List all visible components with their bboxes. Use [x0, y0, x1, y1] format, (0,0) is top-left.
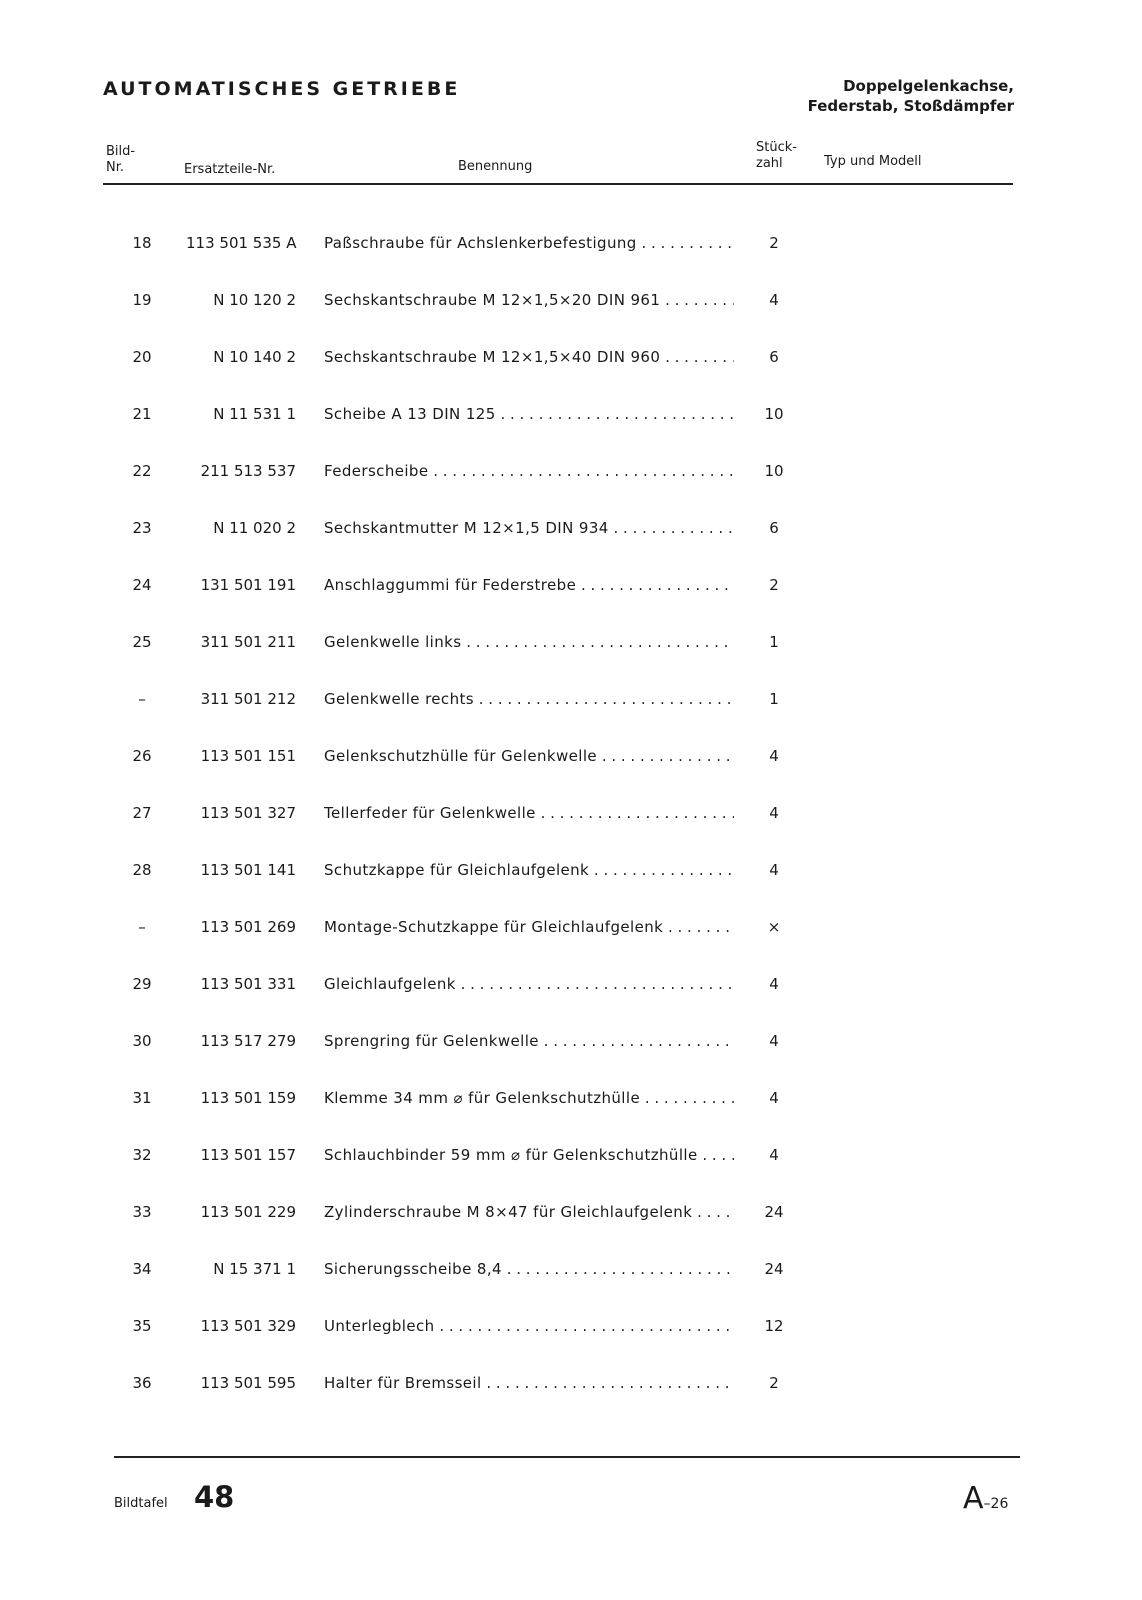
part-number-cell: 113 501 157	[200, 1146, 296, 1164]
bild-nr-cell: 26	[132, 747, 152, 765]
subtitle-line-1: Doppelgelenkachse,	[843, 77, 1014, 95]
bild-nr-cell: 22	[132, 462, 152, 480]
bild-nr-cell: 30	[132, 1032, 152, 1050]
bild-nr-cell: 25	[132, 633, 152, 651]
bild-nr-cell: –	[138, 690, 146, 708]
description-cell: Klemme 34 mm ⌀ für Gelenkschutzhülle . . .	[324, 1089, 734, 1107]
table-row	[0, 633, 1142, 690]
part-number-cell: 211 513 537	[200, 462, 296, 480]
table-row	[0, 1032, 1142, 1089]
description-cell: Sprengring für Gelenkwelle . . .	[324, 1032, 734, 1050]
description-cell: Paßschraube für Achslenkerbefestigung . . .	[324, 234, 734, 252]
quantity-cell: 10	[764, 462, 784, 480]
description-cell: Anschlaggummi für Federstrebe . . .	[324, 576, 734, 594]
table-row	[0, 405, 1142, 462]
column-header-bild-nr-line2: Nr.	[106, 160, 125, 175]
table-row	[0, 1146, 1142, 1203]
part-number-cell: 113 501 595	[200, 1374, 296, 1392]
description-cell: Gleichlaufgelenk . . .	[324, 975, 734, 993]
table-row	[0, 1374, 1142, 1431]
quantity-cell: 2	[769, 576, 779, 594]
column-header-description: Benennung	[458, 159, 533, 174]
bild-nr-cell: 24	[132, 576, 152, 594]
table-row	[0, 1260, 1142, 1317]
description-cell: Unterlegblech . . .	[324, 1317, 734, 1335]
part-number-cell: 311 501 212	[200, 690, 296, 708]
table-row	[0, 1317, 1142, 1374]
table-row	[0, 291, 1142, 348]
page-number-digits: –26	[983, 1496, 1009, 1512]
description-cell: Sechskantschraube M 12×1,5×20 DIN 961 . . .	[324, 291, 734, 309]
column-header-quantity-line1: Stück-	[756, 140, 797, 155]
part-number-cell: 131 501 191	[200, 576, 296, 594]
bild-nr-cell: 32	[132, 1146, 152, 1164]
quantity-cell: 4	[769, 804, 779, 822]
section-subtitle	[808, 76, 1014, 116]
description-cell: Gelenkwelle rechts . . .	[324, 690, 734, 708]
part-number-cell: 311 501 211	[200, 633, 296, 651]
description-cell: Schutzkappe für Gleichlaufgelenk . . .	[324, 861, 734, 879]
part-number-cell: N 10 120 2	[213, 291, 296, 309]
part-number-cell: 113 501 229	[200, 1203, 296, 1221]
quantity-cell: 10	[764, 405, 784, 423]
table-row	[0, 519, 1142, 576]
bild-nr-cell: 21	[132, 405, 152, 423]
part-number-cell: N 10 140 2	[213, 348, 296, 366]
description-cell: Tellerfeder für Gelenkwelle . . .	[324, 804, 734, 822]
description-cell: Sechskantschraube M 12×1,5×40 DIN 960 . . .	[324, 348, 734, 366]
parts-table	[0, 234, 1142, 1431]
description-cell: Scheibe A 13 DIN 125 . . .	[324, 405, 734, 423]
quantity-cell: 24	[764, 1203, 784, 1221]
part-number-cell: 113 501 331	[200, 975, 296, 993]
table-row	[0, 234, 1142, 291]
bild-nr-cell: 27	[132, 804, 152, 822]
table-row	[0, 918, 1142, 975]
column-header-bild-nr	[106, 144, 135, 176]
quantity-cell: 2	[769, 234, 779, 252]
quantity-cell: 4	[769, 1032, 779, 1050]
table-row	[0, 348, 1142, 405]
table-row	[0, 747, 1142, 804]
table-row	[0, 576, 1142, 633]
quantity-cell: 4	[769, 975, 779, 993]
quantity-cell: 24	[764, 1260, 784, 1278]
subtitle-line-2: Federstab, Stoßdämpfer	[807, 97, 1014, 115]
quantity-cell: 6	[769, 519, 779, 537]
bild-nr-cell: –	[138, 918, 146, 936]
quantity-cell: ×	[767, 918, 781, 936]
table-row	[0, 462, 1142, 519]
part-number-cell: 113 501 535 A	[186, 234, 297, 252]
bild-nr-cell: 33	[132, 1203, 152, 1221]
footer-label: Bildtafel	[114, 1496, 168, 1511]
bild-nr-cell: 28	[132, 861, 152, 879]
page-letter: A	[963, 1481, 984, 1516]
header-divider	[103, 183, 1013, 185]
part-number-cell: N 15 371 1	[213, 1260, 296, 1278]
bild-nr-cell: 34	[132, 1260, 152, 1278]
description-cell: Federscheibe . . .	[324, 462, 734, 480]
quantity-cell: 1	[769, 633, 779, 651]
description-cell: Gelenkwelle links . . .	[324, 633, 734, 651]
part-number-cell: 113 501 269	[200, 918, 296, 936]
table-row	[0, 690, 1142, 747]
description-cell: Halter für Bremsseil . . .	[324, 1374, 734, 1392]
part-number-cell: 113 517 279	[200, 1032, 296, 1050]
quantity-cell: 1	[769, 690, 779, 708]
description-cell: Schlauchbinder 59 mm ⌀ für Gelenkschutzhülle . . .	[324, 1146, 734, 1164]
description-cell: Montage-Schutzkappe für Gleichlaufgelenk . . .	[324, 918, 734, 936]
description-cell: Sechskantmutter M 12×1,5 DIN 934 . . .	[324, 519, 734, 537]
bild-nr-cell: 23	[132, 519, 152, 537]
bild-nr-cell: 18	[132, 234, 152, 252]
plate-number: 48	[194, 1480, 235, 1514]
column-header-quantity-line2: zahl	[756, 156, 783, 171]
table-row	[0, 1089, 1142, 1146]
column-header-bild-nr-line1: Bild-	[106, 144, 136, 159]
part-number-cell: N 11 531 1	[213, 405, 296, 423]
description-cell: Gelenkschutzhülle für Gelenkwelle . . .	[324, 747, 734, 765]
part-number-cell: 113 501 159	[200, 1089, 296, 1107]
quantity-cell: 2	[769, 1374, 779, 1392]
table-row	[0, 975, 1142, 1032]
page-title: AUTOMATISCHES GETRIEBE	[103, 78, 461, 100]
bild-nr-cell: 19	[132, 291, 152, 309]
part-number-cell: 113 501 151	[200, 747, 296, 765]
bild-nr-cell: 29	[132, 975, 152, 993]
table-row	[0, 861, 1142, 918]
description-cell: Sicherungsscheibe 8,4 . . .	[324, 1260, 734, 1278]
quantity-cell: 4	[769, 861, 779, 879]
bild-nr-cell: 35	[132, 1317, 152, 1335]
column-header-part-number: Ersatzteile-Nr.	[184, 162, 276, 177]
quantity-cell: 6	[769, 348, 779, 366]
footer-divider	[114, 1456, 1020, 1458]
bild-nr-cell: 31	[132, 1089, 152, 1107]
part-number-cell: 113 501 141	[200, 861, 296, 879]
quantity-cell: 4	[769, 747, 779, 765]
table-row	[0, 804, 1142, 861]
column-header-model: Typ und Modell	[824, 154, 922, 169]
part-number-cell: N 11 020 2	[213, 519, 296, 537]
bild-nr-cell: 20	[132, 348, 152, 366]
description-cell: Zylinderschraube M 8×47 für Gleichlaufgelenk . . .	[324, 1203, 734, 1221]
part-number-cell: 113 501 329	[200, 1317, 296, 1335]
page-number	[963, 1481, 1008, 1516]
quantity-cell: 12	[764, 1317, 784, 1335]
table-row	[0, 1203, 1142, 1260]
part-number-cell: 113 501 327	[200, 804, 296, 822]
quantity-cell: 4	[769, 1146, 779, 1164]
quantity-cell: 4	[769, 1089, 779, 1107]
bild-nr-cell: 36	[132, 1374, 152, 1392]
quantity-cell: 4	[769, 291, 779, 309]
column-header-quantity	[756, 140, 797, 172]
